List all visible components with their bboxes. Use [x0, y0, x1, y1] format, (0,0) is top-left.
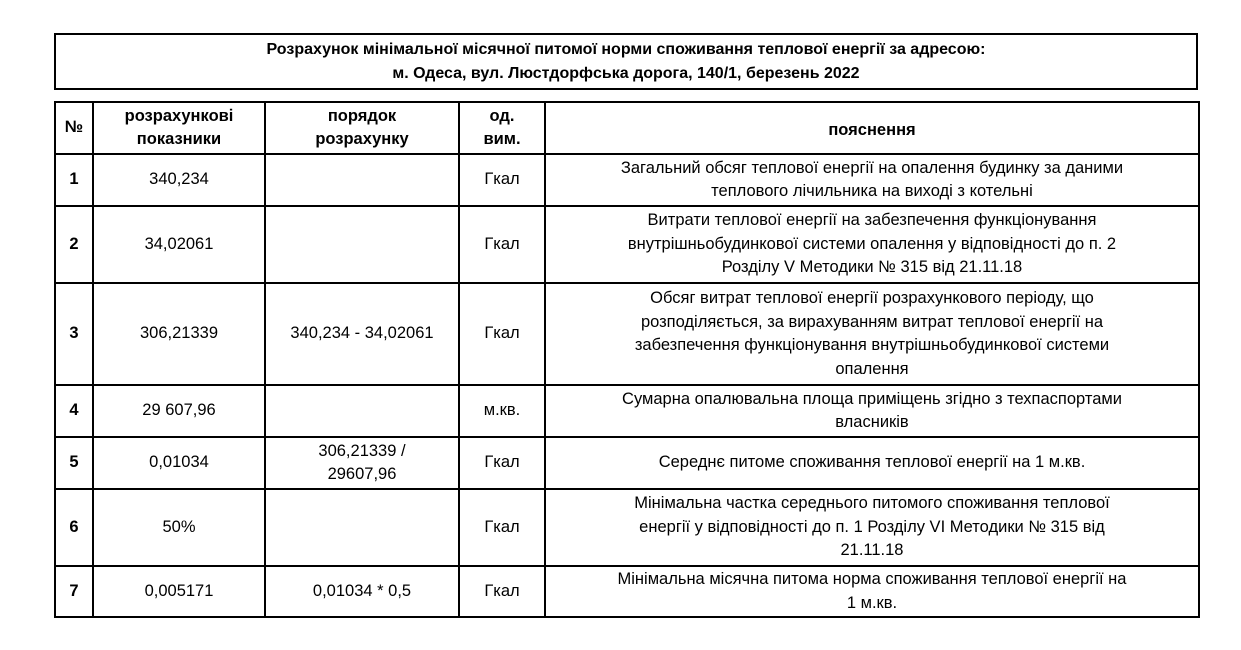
row-num: 3: [55, 283, 93, 385]
header-indicators: розрахункові показники: [93, 102, 265, 154]
row-unit: Гкал: [459, 489, 545, 566]
row-num: 4: [55, 385, 93, 437]
row-explanation: Загальний обсяг теплової енергії на опалення будинку за даними теплового лічильника на виході з котельні: [545, 154, 1199, 206]
row-unit: Гкал: [459, 283, 545, 385]
row-unit: Гкал: [459, 154, 545, 206]
table-row: [55, 206, 1199, 283]
row-calc: 340,234 - 34,02061: [265, 283, 459, 385]
row-value: 29 607,96: [93, 385, 265, 437]
row-num: 1: [55, 154, 93, 206]
table-row: [55, 489, 1199, 566]
row-unit: Гкал: [459, 437, 545, 489]
row-explanation: Витрати теплової енергії на забезпечення функціонування внутрішньобудинкової системи опалення у відповідності до п. 2 Розділу V Методики № 315 від 21.11.18: [545, 206, 1199, 283]
row-explanation: Сумарна опалювальна площа приміщень згідно з техпаспортами власників: [545, 385, 1199, 437]
row-unit: Гкал: [459, 566, 545, 617]
header-unit: од. вим.: [459, 102, 545, 154]
row-calc: [265, 385, 459, 437]
row-calc: 306,21339 / 29607,96: [265, 437, 459, 489]
row-calc: [265, 206, 459, 283]
row-value: 0,01034: [93, 437, 265, 489]
row-value: 0,005171: [93, 566, 265, 617]
row-calc: [265, 489, 459, 566]
table-row: [55, 385, 1199, 437]
row-num: 7: [55, 566, 93, 617]
calculation-table: [54, 101, 1200, 618]
table-header-row: [55, 102, 1199, 154]
table-row: [55, 154, 1199, 206]
row-value: 34,02061: [93, 206, 265, 283]
row-unit: Гкал: [459, 206, 545, 283]
row-explanation: Середнє питоме споживання теплової енергії на 1 м.кв.: [545, 437, 1199, 489]
table-row: [55, 437, 1199, 489]
header-order: порядок розрахунку: [265, 102, 459, 154]
row-explanation: Мінімальна частка середнього питомого споживання теплової енергії у відповідності до п. 1 Розділу VI Методики № 315 від 21.11.18: [545, 489, 1199, 566]
header-explanation: пояснення: [545, 102, 1199, 154]
report-title-line-1: Розрахунок мінімальної місячної питомої норми споживання теплової енергії за адресою:: [266, 40, 986, 58]
row-value: 340,234: [93, 154, 265, 206]
row-explanation: Мінімальна місячна питома норма споживання теплової енергії на 1 м.кв.: [545, 566, 1199, 617]
row-explanation: Обсяг витрат теплової енергії розрахункового періоду, що розподіляється, за вирахуванням витрат теплової енергії на забезпечення функціонування внутрішньобудинкової системи опалення: [545, 283, 1199, 385]
row-num: 2: [55, 206, 93, 283]
row-value: 50%: [93, 489, 265, 566]
row-calc: 0,01034 * 0,5: [265, 566, 459, 617]
row-value: 306,21339: [93, 283, 265, 385]
row-num: 5: [55, 437, 93, 489]
header-num: №: [55, 102, 93, 154]
row-calc: [265, 154, 459, 206]
row-num: 6: [55, 489, 93, 566]
table-row: [55, 283, 1199, 385]
table-row: [55, 566, 1199, 617]
row-unit: м.кв.: [459, 385, 545, 437]
report-title: [54, 33, 1198, 90]
report-title-line-2: м. Одеса, вул. Люстдорфська дорога, 140/1, березень 2022: [392, 64, 860, 82]
